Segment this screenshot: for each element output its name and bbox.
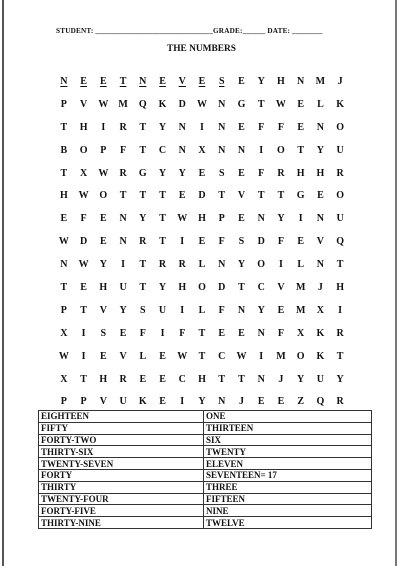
grid-letter: O — [277, 144, 285, 156]
table-row — [39, 493, 372, 505]
grid-letter: F — [179, 327, 186, 339]
grid-letter: Y — [257, 75, 265, 87]
grid-letter: E — [277, 304, 285, 316]
grid-letter: H — [99, 281, 108, 293]
grid-letter: J — [238, 396, 244, 408]
grid-letter: G — [237, 98, 246, 110]
grid-letter: T — [139, 281, 147, 293]
word-cell: THIRTEEN — [204, 422, 372, 434]
grid-letter: E — [297, 236, 304, 248]
grid-letter: W — [98, 98, 109, 110]
grid-letter: X — [297, 327, 305, 339]
grid-letter: J — [337, 75, 343, 87]
grid-letter: E — [218, 327, 226, 339]
grid-letter: Y — [297, 373, 305, 385]
word-cell: THIRTY-SIX — [39, 446, 204, 458]
grid-letter: O — [99, 190, 108, 202]
grid-letter: I — [81, 350, 86, 362]
grid-letter: L — [198, 259, 206, 271]
word-cell: FORTY-FIVE — [39, 505, 204, 517]
grid-letter: E — [238, 121, 245, 133]
grid-letter: Q — [336, 236, 345, 248]
grid-letter: R — [158, 259, 167, 271]
grid-letter: U — [336, 213, 344, 225]
grid-letter: I — [160, 327, 165, 339]
grid-letter: D — [257, 236, 265, 248]
grid-letter: E — [198, 236, 206, 248]
grid-letter: T — [159, 190, 166, 202]
grid-letter: L — [297, 259, 304, 271]
grid-letter: N — [316, 213, 325, 225]
grid-letter: Y — [277, 213, 285, 225]
grid-letter: X — [198, 144, 206, 156]
grid-letter: N — [139, 75, 147, 87]
grid-letter: S — [238, 236, 245, 248]
grid-letter: T — [238, 373, 245, 385]
grid-letter: F — [258, 167, 265, 179]
grid-letter: T — [80, 373, 87, 385]
grid-letter: E — [159, 75, 166, 87]
grid-letter: F — [277, 121, 284, 133]
grid-letter: Y — [178, 167, 186, 179]
grid-letter: T — [297, 144, 304, 156]
grid-letter: V — [316, 236, 325, 248]
grid-letter: E — [159, 373, 166, 385]
grid-letter: Y — [158, 167, 167, 179]
grid-letter: S — [100, 327, 107, 339]
grid-letter: E — [119, 327, 127, 339]
word-cell: FORTY — [39, 469, 204, 481]
grid-letter: B — [60, 144, 68, 156]
grid-letter: R — [336, 327, 344, 339]
grid-letter: H — [198, 373, 206, 385]
grid-letter: E — [238, 213, 245, 225]
grid-letter: W — [78, 190, 89, 202]
grid-letter: I — [180, 304, 185, 316]
grid-letter: F — [218, 304, 225, 316]
grid-letter: N — [119, 236, 127, 248]
student-info-line: STUDENT: _______________________________GRADE:______ DATE: ________ — [56, 27, 323, 35]
grid-letter: E — [277, 396, 285, 408]
word-cell: ELEVEN — [204, 458, 372, 470]
table-row — [39, 481, 372, 493]
grid-letter: H — [59, 190, 68, 202]
grid-letter: R — [119, 167, 127, 179]
grid-letter: N — [178, 144, 186, 156]
grid-letter: N — [237, 304, 246, 316]
grid-letter: N — [218, 98, 226, 110]
grid-letter: M — [295, 281, 306, 293]
grid-letter: F — [80, 213, 87, 225]
word-cell: THREE — [204, 481, 372, 493]
grid-letter: P — [60, 98, 67, 110]
grid-letter: E — [99, 350, 107, 362]
grid-letter: T — [277, 190, 285, 202]
grid-letter: R — [119, 373, 127, 385]
grid-letter: C — [218, 350, 226, 362]
grid-letter: Y — [198, 396, 206, 408]
word-cell: SIX — [204, 434, 372, 446]
grid-letter: T — [159, 213, 166, 225]
grid-letter: P — [100, 144, 107, 156]
grid-letter: I — [81, 327, 86, 339]
grid-letter: H — [316, 167, 325, 179]
grid-letter: N — [316, 259, 325, 271]
grid-letter: P — [218, 213, 225, 225]
grid-letter: Q — [138, 98, 147, 110]
grid-letter: T — [139, 190, 147, 202]
grid-letter: K — [316, 350, 325, 362]
grid-letter: V — [237, 190, 246, 202]
word-list-table — [38, 410, 372, 529]
grid-letter: O — [198, 281, 206, 293]
grid-letter: O — [79, 144, 88, 156]
grid-letter: K — [316, 327, 325, 339]
grid-letter: Y — [158, 121, 167, 133]
word-cell: TWENTY-SEVEN — [39, 458, 204, 470]
grid-letter: W — [78, 259, 89, 271]
grid-letter: P — [60, 304, 67, 316]
table-row — [39, 446, 372, 458]
grid-letter: T — [139, 121, 147, 133]
grid-letter: F — [277, 327, 284, 339]
grid-letter: E — [257, 396, 265, 408]
grid-letter: J — [317, 281, 323, 293]
grid-letter: R — [178, 259, 186, 271]
grid-letter: Y — [316, 144, 325, 156]
grid-letter: N — [119, 213, 127, 225]
page-title: THE NUMBERS — [166, 44, 237, 54]
grid-letter: T — [218, 190, 226, 202]
grid-letter: R — [336, 167, 344, 179]
grid-letter: L — [317, 98, 324, 110]
grid-letter: E — [238, 327, 245, 339]
grid-letter: M — [295, 304, 306, 316]
grid-letter: J — [278, 373, 284, 385]
grid-letter: Z — [297, 396, 304, 408]
grid-letter: T — [139, 144, 147, 156]
grid-letter: Y — [237, 259, 246, 271]
grid-letter: E — [178, 190, 186, 202]
grid-letter: P — [60, 396, 67, 408]
grid-letter: W — [98, 167, 109, 179]
grid-letter: E — [159, 396, 166, 408]
table-row — [39, 422, 372, 434]
word-cell: ONE — [204, 411, 372, 423]
grid-letter: T — [119, 190, 127, 202]
grid-letter: R — [139, 236, 147, 248]
grid-letter: H — [277, 75, 285, 87]
word-cell: SEVENTEEN= 17 — [204, 469, 372, 481]
grid-letter: P — [80, 396, 87, 408]
grid-letter: F — [277, 236, 284, 248]
word-cell: FORTY-TWO — [39, 434, 204, 446]
grid-letter: W — [58, 236, 69, 248]
grid-letter: Y — [119, 304, 127, 316]
grid-letter: M — [276, 350, 286, 362]
word-cell: EIGHTEEN — [39, 411, 204, 423]
grid-letter: U — [119, 281, 127, 293]
grid-letter: E — [238, 75, 245, 87]
grid-letter: D — [178, 98, 186, 110]
grid-letter: X — [316, 304, 325, 316]
grid-letter: V — [277, 281, 285, 293]
grid-letter: U — [316, 373, 325, 385]
grid-letter: T — [218, 373, 226, 385]
grid-letter: R — [336, 396, 344, 408]
grid-letter: N — [257, 327, 265, 339]
grid-letter: N — [178, 121, 186, 133]
grid-letter: E — [317, 190, 324, 202]
grid-letter: E — [198, 167, 206, 179]
grid-letter: N — [257, 213, 265, 225]
grid-letter: I — [101, 121, 106, 133]
grid-letter: E — [80, 281, 87, 293]
grid-letter: E — [238, 167, 245, 179]
grid-letter: W — [177, 213, 188, 225]
grid-letter: Y — [158, 281, 167, 293]
grid-letter: T — [257, 98, 265, 110]
grid-letter: H — [336, 281, 345, 293]
word-cell: TWELVE — [204, 517, 372, 529]
grid-letter: O — [336, 190, 345, 202]
table-row — [39, 458, 372, 470]
grid-letter: H — [99, 373, 108, 385]
grid-letter: N — [257, 373, 265, 385]
grid-letter: I — [200, 121, 204, 133]
grid-letter: E — [99, 236, 107, 248]
grid-letter: T — [60, 121, 68, 133]
grid-letter: K — [158, 98, 167, 110]
grid-letter: W — [177, 350, 188, 362]
grid-letter: E — [139, 373, 147, 385]
grid-letter: I — [121, 259, 125, 271]
grid-letter: R — [119, 121, 127, 133]
word-list-table-wrapper — [38, 410, 372, 529]
grid-letter: R — [277, 167, 285, 179]
grid-letter: V — [119, 350, 127, 362]
grid-letter: N — [218, 396, 226, 408]
grid-letter: I — [180, 236, 185, 248]
grid-letter: I — [259, 144, 264, 156]
word-cell: THIRTY-NINE — [39, 517, 204, 529]
word-search-grid — [54, 70, 350, 413]
grid-letter: Y — [336, 373, 344, 385]
grid-letter: W — [236, 350, 247, 362]
grid-letter: H — [79, 121, 88, 133]
table-row — [39, 517, 372, 529]
grid-letter: G — [138, 167, 147, 179]
word-cell: NINE — [204, 505, 372, 517]
grid-letter: E — [99, 213, 107, 225]
grid-letter: V — [178, 75, 186, 87]
grid-letter: F — [139, 327, 146, 339]
grid-letter: U — [158, 304, 167, 316]
grid-letter: M — [118, 98, 128, 110]
grid-letter: N — [60, 259, 68, 271]
grid-letter: T — [80, 304, 87, 316]
grid-letter: D — [79, 236, 88, 248]
grid-letter: M — [315, 75, 326, 87]
grid-letter: D — [198, 190, 206, 202]
table-row — [39, 434, 372, 446]
grid-letter: E — [159, 350, 166, 362]
worksheet-page — [2, 0, 397, 566]
grid-letter: X — [60, 373, 68, 385]
grid-letter: K — [336, 98, 345, 110]
grid-letter: E — [198, 75, 206, 87]
word-cell: THIRTY — [39, 481, 204, 493]
grid-letter: N — [218, 144, 226, 156]
grid-letter: V — [79, 98, 88, 110]
word-cell: TWENTY — [204, 446, 372, 458]
grid-letter: F — [218, 236, 225, 248]
grid-letter: T — [60, 167, 68, 179]
grid-letter: W — [196, 98, 207, 110]
word-cell: FIFTY — [39, 422, 204, 434]
grid-letter: X — [79, 167, 88, 179]
grid-letter: X — [60, 327, 68, 339]
grid-letter: U — [119, 396, 127, 408]
grid-letter: I — [259, 350, 264, 362]
grid-letter: N — [218, 259, 226, 271]
grid-letter: O — [296, 350, 305, 362]
grid-letter: E — [99, 75, 107, 87]
grid-letter: I — [298, 213, 303, 225]
grid-letter: T — [119, 75, 127, 87]
grid-letter: V — [99, 396, 107, 408]
grid-letter: N — [60, 75, 68, 87]
table-row — [39, 469, 372, 481]
table-row — [39, 505, 372, 517]
grid-letter: E — [297, 121, 304, 133]
grid-letter: Y — [139, 213, 147, 225]
grid-letter: H — [198, 213, 206, 225]
grid-letter: S — [140, 304, 146, 316]
grid-letter: H — [178, 281, 187, 293]
grid-letter: C — [178, 373, 186, 385]
grid-letter: Y — [99, 259, 107, 271]
grid-letter: T — [159, 236, 166, 248]
grid-letter: W — [58, 350, 69, 362]
grid-letter: T — [336, 350, 344, 362]
grid-letter: N — [218, 121, 226, 133]
grid-letter: C — [257, 281, 265, 293]
grid-letter: N — [297, 75, 305, 87]
grid-letter: T — [139, 259, 147, 271]
grid-letter: I — [338, 304, 343, 316]
grid-letter: S — [218, 167, 225, 179]
grid-letter: K — [138, 396, 147, 408]
grid-letter: O — [336, 121, 345, 133]
grid-letter: N — [237, 144, 246, 156]
grid-letter: W — [275, 98, 286, 110]
grid-letter: E — [60, 213, 68, 225]
grid-letter: G — [296, 190, 305, 202]
grid-letter: V — [99, 304, 107, 316]
grid-letter: I — [278, 259, 283, 271]
grid-letter: T — [238, 281, 245, 293]
grid-letter: Q — [316, 396, 325, 408]
grid-letter: U — [336, 144, 344, 156]
grid-letter: H — [296, 167, 305, 179]
grid-letter: F — [258, 121, 265, 133]
grid-letter: L — [139, 350, 147, 362]
grid-letter: N — [316, 121, 325, 133]
grid-letter: F — [120, 144, 127, 156]
grid-letter: E — [80, 75, 87, 87]
grid-letter: C — [158, 144, 167, 156]
grid-letter: T — [257, 190, 265, 202]
word-cell: FIFTEEN — [204, 493, 372, 505]
grid-letter: O — [257, 259, 266, 271]
grid-letter: T — [336, 259, 344, 271]
grid-letter: E — [297, 98, 304, 110]
grid-letter: T — [198, 350, 206, 362]
grid-letter: I — [180, 396, 185, 408]
table-row — [39, 411, 372, 423]
grid-letter: T — [60, 281, 68, 293]
word-cell: TWENTY-FOUR — [39, 493, 204, 505]
grid-letter: S — [218, 75, 225, 87]
grid-letter: L — [198, 304, 206, 316]
grid-letter: T — [198, 327, 206, 339]
grid-letter: D — [218, 281, 226, 293]
grid-letter: Y — [257, 304, 265, 316]
